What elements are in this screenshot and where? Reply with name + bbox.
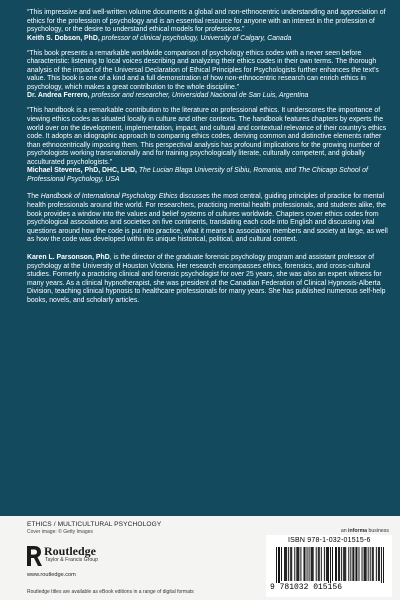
barcode-bar (296, 547, 297, 581)
barcode-box (266, 535, 392, 597)
barcode-bar (324, 547, 325, 581)
description-text: discusses the most central, guiding principles of practice for mental health professionals around the world. For researchers, practicing mental health professionals, and students alike, the book provides a window into the values and belief systems of cultures worldwide. Chapters cover ethics codes from psychological associations and societies on five continents, translating each code into English and discussing vital questions around how the code is put into practice, what it means to association members and society at large, as well as how the code was developed within its unique historical, political, and cultural context. (27, 193, 388, 244)
barcode-bar (319, 547, 320, 581)
endorser-name: Keith S. Dobson, PhD, (27, 34, 100, 42)
barcode-bar (362, 547, 363, 581)
barcode-bar (370, 547, 371, 581)
barcode-bar (372, 547, 373, 581)
barcode-bar (332, 547, 333, 581)
barcode-bar (318, 547, 319, 581)
barcode-bar (285, 547, 286, 581)
barcode-bar (300, 547, 301, 581)
publisher-website: www.routledge.com (27, 572, 76, 578)
barcode-bar (327, 547, 328, 581)
barcode-bar (276, 547, 277, 583)
barcode-bar (356, 547, 357, 581)
barcode-bar (373, 547, 374, 581)
barcode-bar (335, 547, 336, 581)
barcode-bar (383, 547, 384, 583)
barcode-bar (286, 547, 287, 581)
author-bio (27, 254, 389, 306)
endorsement-attribution (27, 92, 389, 101)
barcode-bar (288, 547, 289, 581)
back-cover-footer (0, 516, 400, 600)
barcode-bar (364, 547, 365, 581)
publisher-name: Routledge (44, 544, 96, 558)
endorsement-quote: “This book presents a remarkable worldwide comparison of psychology ethics codes with a never seen before characteristic: listening to local voices describing and analyzing their ethics codes in their own terms. The thorough analysis of the impact of the Universal Declaration of Ethical Principles for Psychologists further enhances the text’s value. This book is one of a kind and a full demonstration of how non-ethnocentric research can enrich ethics in psychology, which makes a great contribution to the whole discipline.” (27, 49, 379, 91)
endorser-affiliation: professor and researcher, Universidad Nacional de San Luis, Argentina (91, 92, 309, 100)
barcode-bar (341, 547, 342, 581)
barcode-bar (290, 547, 291, 581)
barcode-bar (345, 547, 346, 581)
barcode-bar (311, 547, 312, 581)
barcode-bar (304, 547, 305, 581)
barcode-bar (343, 547, 344, 581)
barcode-bar (350, 547, 351, 581)
barcode-bar (316, 547, 317, 581)
barcode-bar (326, 547, 327, 581)
description-prefix: The (27, 193, 41, 201)
barcode-bar (338, 547, 339, 581)
barcode-bar (305, 547, 306, 581)
isbn-number: ISBN 978-1-032-01515-6 (288, 537, 371, 544)
barcode-bar (330, 547, 331, 583)
author-name: Karen L. Parsonson, PhD (27, 253, 110, 261)
barcode-bar (352, 547, 353, 581)
barcode-bar (381, 547, 382, 583)
barcode-bar (309, 547, 310, 581)
barcode-digits: 9 781032 015156 (270, 583, 343, 592)
endorser-name: Michael Stevens, PhD, DHC, LHD, (27, 167, 137, 175)
barcode-bar (368, 547, 369, 581)
publisher-group: Taylor & Francis Group (45, 557, 99, 563)
barcode-bar (307, 547, 308, 581)
book-description (27, 193, 389, 245)
barcode-bar (378, 547, 379, 581)
barcode-icon (276, 547, 384, 583)
ebook-note: Routledge titles are available as eBook editions in a range of digital formats (27, 589, 194, 595)
endorser-affiliation: The Lucian Blaga University of Sibiu, Romania, and The Chicago School of Professional Psychology, USA (27, 167, 368, 183)
endorsement-3 (27, 107, 389, 184)
barcode-bar (376, 547, 377, 581)
barcode-bar (353, 547, 354, 581)
informa-tagline (341, 528, 389, 534)
informa-brand: informa (348, 528, 368, 534)
back-cover-content (27, 9, 389, 306)
barcode-bar (359, 547, 360, 581)
informa-prefix: an (340, 528, 349, 534)
barcode-bar (279, 547, 280, 583)
barcode-bar (344, 547, 345, 581)
barcode-bar (278, 547, 279, 583)
barcode-bar (298, 547, 299, 581)
barcode-bar (366, 547, 367, 581)
barcode-bar (379, 547, 380, 581)
barcode-bar (355, 547, 356, 581)
barcode-bar (294, 547, 295, 581)
barcode-bar (281, 547, 282, 581)
book-title: Handbook of International Psychology Ethics (40, 193, 178, 201)
barcode-bar (313, 547, 314, 581)
barcode-bar (297, 547, 298, 581)
subject-category: ETHICS / MULTICULTURAL PSYCHOLOGY (27, 521, 162, 528)
endorsement-quote: “This handbook is a remarkable contribution to the literature on professional ethics. It underscores the importance of viewing ethics codes as situated locally in culture and other contexts. The handbook features chapters by experts the world over on the development, implementation, impact, and cultural and contextual relevance of their country’s ethics code. It adopts an idiographic approach to comparing ethics codes, deriving common and distinctive elements rather than ethnocentrically imposing them. This perspectival analysis has profound implications for the growing number of psychologists working transnationally and for training psychologically literate, culturally competent, and globally acculturated psychologists.” (27, 107, 387, 166)
barcode-bar (336, 547, 337, 581)
barcode-bar (321, 547, 322, 581)
barcode-bar (284, 547, 285, 581)
barcode-bar (291, 547, 292, 581)
endorsement-1 (27, 9, 389, 43)
routledge-r-logo-icon (25, 544, 43, 568)
endorsement-2 (27, 50, 389, 101)
endorser-name: Dr. Andrea Ferrero, (27, 92, 90, 100)
endorsement-quote: “This impressive and well-written volume documents a global and non-ethnocentric understanding and appreciation of ethics for the profession of psychology and is an essential resource for anyone with an interest in the profession of psychology, or the desire to understand ethical models for professions.” (27, 9, 386, 34)
barcode-bar (312, 547, 313, 581)
informa-suffix: business (367, 528, 389, 534)
endorsement-attribution (27, 167, 389, 184)
barcode-bar (328, 547, 329, 583)
author-bio-text: , is the director of the graduate forensic psychology program and assistant professor of psychology at the University of Houston Victoria. Her research encompasses ethics, forensics, and cross-cultural studies. Formerly a practicing clinical and forensic psychologist for over 25 years, she was also an expert witness for many years. As a clinical hypnotherapist, she was president of the Canadian Federation of Clinical Hypnosis-Alberta Division, teaching clinical hypnosis to healthcare professionals for many years. She has published numerous self-help books, novels, and scholarly articles. (27, 253, 386, 304)
barcode-bar (348, 547, 349, 581)
barcode-bar (365, 547, 366, 581)
endorsement-attribution (27, 35, 389, 44)
barcode-bar (339, 547, 340, 581)
cover-image-credit: Cover image: © Getty Images (27, 529, 93, 535)
endorser-affiliation: professor of clinical psychology, University of Calgary, Canada (101, 34, 292, 42)
